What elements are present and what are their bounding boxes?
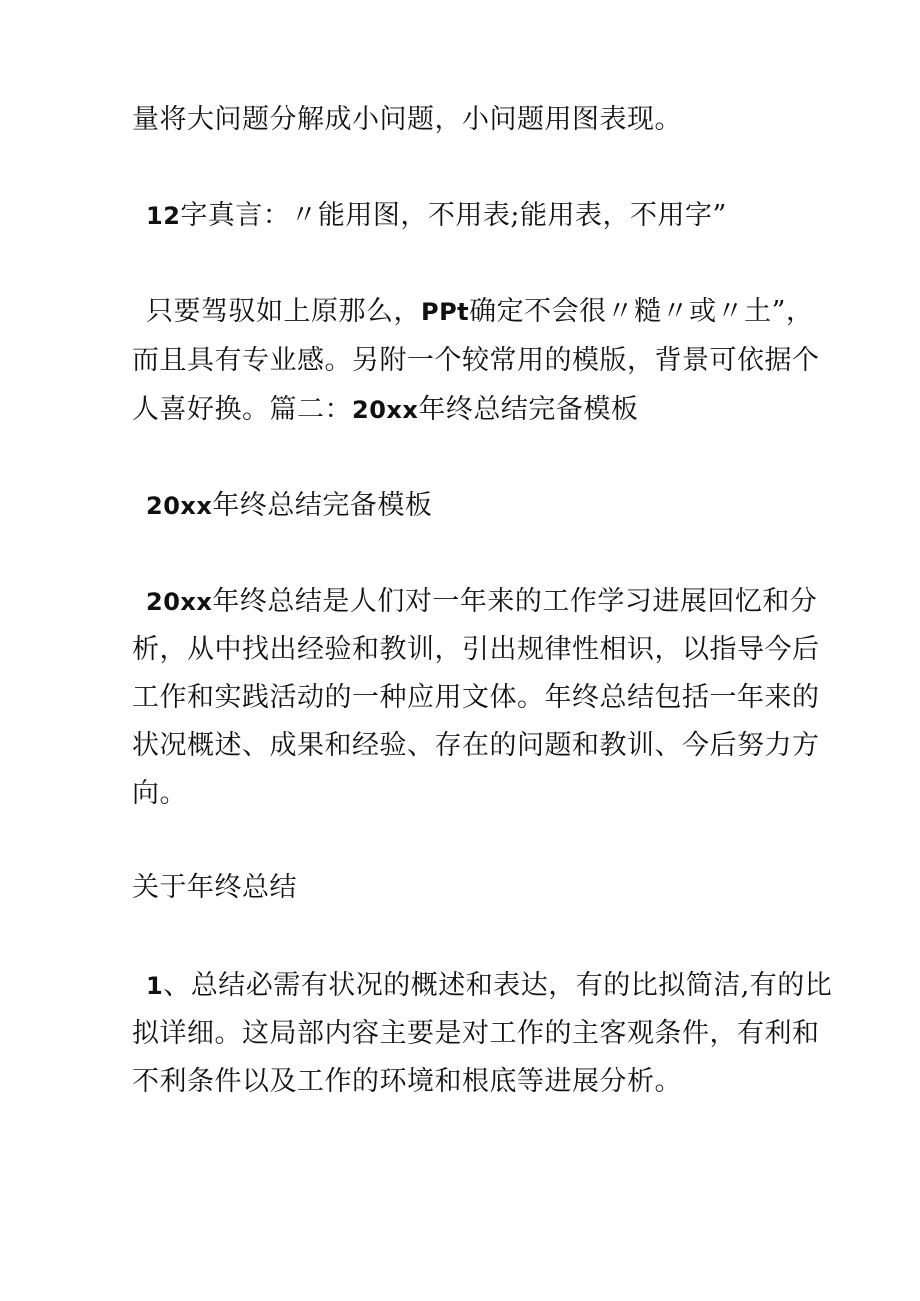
paragraph-3-line-3-text-b: 年终总结完备模板 <box>418 394 639 425</box>
paragraph-4-line-4-text: 状况概述、成果和经验、存在的问题和教训、今后努力方 <box>132 730 820 761</box>
paragraph-4-line-1 <box>146 577 817 627</box>
paragraph-1-line-1 <box>132 95 682 145</box>
paragraph-5-line-3-text: 不利条件以及工作的环境和根底等进展分析。 <box>132 1066 682 1097</box>
paragraph-3-line-2 <box>132 336 820 386</box>
paragraph-4-line-5 <box>132 769 187 819</box>
paragraph-4-line-1-text: 年终总结是人们对一年来的工作学习进展回忆和分 <box>212 586 818 617</box>
paragraph-5-line-1-text: 、总结必需有状况的概述和表达，有的比拟简洁,有的比 <box>163 970 833 1001</box>
paragraph-5-number: 1 <box>146 972 164 1000</box>
paragraph-5-line-2 <box>132 1009 820 1059</box>
heading-year: 20xx <box>146 492 213 520</box>
paragraph-5-line-1 <box>146 961 832 1011</box>
paragraph-4-line-3 <box>132 673 820 723</box>
paragraph-3-ppt: PPt <box>421 298 470 326</box>
section-title <box>132 863 297 913</box>
paragraph-4-line-3-text: 工作和实践活动的一种应用文体。年终总结包括一年来的 <box>132 682 820 713</box>
paragraph-3-text-b: 确定不会很〃糙〃或〃土”， <box>469 296 814 327</box>
paragraph-3-year: 20xx <box>352 396 419 424</box>
paragraph-4-line-5-text: 向。 <box>132 778 187 809</box>
paragraph-4-line-4 <box>132 721 820 771</box>
paragraph-1-text: 量将大问题分解成小问题，小问题用图表现。 <box>132 104 682 135</box>
paragraph-3-line-2-text: 而且具有专业感。另附一个较常用的模版，背景可依据个 <box>132 345 820 376</box>
paragraph-3-line-3-text-a: 人喜好换。篇二： <box>132 394 352 425</box>
section-title-text: 关于年终总结 <box>132 872 297 903</box>
paragraph-3-line-1 <box>146 287 813 337</box>
paragraph-2-number: 12 <box>146 202 181 230</box>
paragraph-4-line-2-text: 析，从中找出经验和教训，引出规律性相识，以指导今后 <box>132 634 820 665</box>
paragraph-5-line-2-text: 拟详细。这局部内容主要是对工作的主客观条件，有利和 <box>132 1018 820 1049</box>
paragraph-3-line-3 <box>132 385 638 435</box>
paragraph-5-line-3 <box>132 1057 682 1107</box>
paragraph-3-text-a: 只要驾驭如上原那么， <box>146 296 421 327</box>
heading-text: 年终总结完备模板 <box>212 490 433 521</box>
paragraph-2-line-1 <box>146 191 727 241</box>
document-heading <box>146 481 432 531</box>
paragraph-4-year: 20xx <box>146 588 213 616</box>
paragraph-4-line-2 <box>132 625 820 675</box>
paragraph-2-text: 字真言：〃能用图，不用表;能用表，不用字” <box>180 200 727 231</box>
